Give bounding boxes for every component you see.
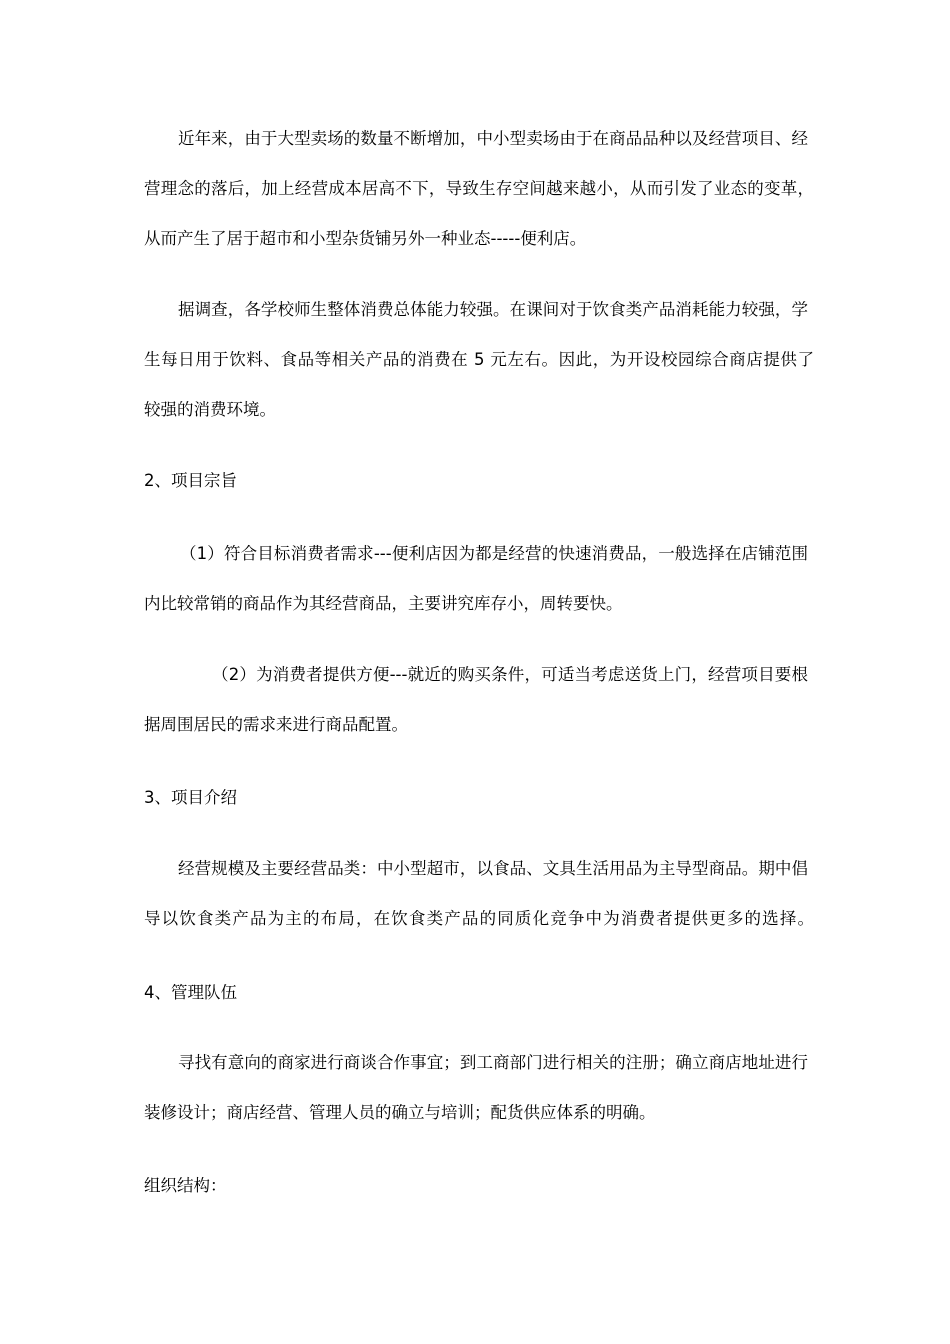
- paragraph-2-line-2: 生每日用于饮料、食品等相关产品的消费在 5 元左右。因此，为开设校园综合商店提供了: [144, 350, 814, 369]
- paragraph-2-line-1: 据调查，各学校师生整体消费总体能力较强。在课间对于饮食类产品消耗能力较强，学: [178, 300, 808, 319]
- paragraph-1-line-3: 从而产生了居于超市和小型杂货铺另外一种业态-----便利店。: [144, 229, 587, 248]
- paragraph-3-line-2: 导以饮食类产品为主的布局，在饮食类产品的同质化竞争中为消费者提供更多的选择。: [144, 909, 814, 928]
- paragraph-4-line-1: 寻找有意向的商家进行商谈合作事宜；到工商部门进行相关的注册；确立商店地址进行: [178, 1053, 808, 1072]
- section-heading-3: 3、项目介绍: [144, 788, 237, 807]
- paragraph-3-line-1: 经营规模及主要经营品类：中小型超市，以食品、文具生活用品为主导型商品。期中倡: [178, 859, 808, 878]
- section-heading-2: 2、项目宗旨: [144, 471, 237, 490]
- item-2-line-1: （2）为消费者提供方便---就近的购买条件，可适当考虑送货上门，经营项目要根: [212, 665, 808, 684]
- paragraph-1-line-1: 近年来，由于大型卖场的数量不断增加，中小型卖场由于在商品品种以及经营项目、经: [178, 129, 808, 148]
- paragraph-1-line-2: 营理念的落后，加上经营成本居高不下，导致生存空间越来越小，从而引发了业态的变革，: [144, 179, 814, 198]
- paragraph-4-line-2: 装修设计；商店经营、管理人员的确立与培训；配货供应体系的明确。: [144, 1103, 656, 1122]
- section-heading-4: 4、管理队伍: [144, 983, 237, 1002]
- item-2-line-2: 据周围居民的需求来进行商品配置。: [144, 715, 408, 734]
- paragraph-2-line-3: 较强的消费环境。: [144, 400, 276, 419]
- item-1-line-1: （1）符合目标消费者需求---便利店因为都是经营的快速消费品，一般选择在店铺范围: [180, 544, 808, 563]
- org-structure-label: 组织结构：: [144, 1176, 227, 1195]
- item-1-line-2: 内比较常销的商品作为其经营商品，主要讲究库存小，周转要快。: [144, 594, 623, 613]
